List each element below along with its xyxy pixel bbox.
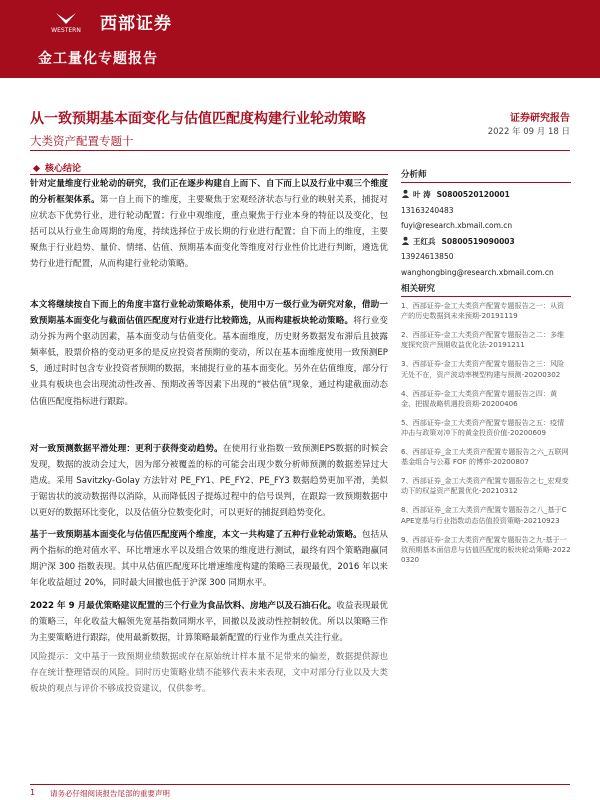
paragraph-text: 第一自上而下的维度，主要聚焦于宏观经济状态与行业的映射关系，捕捉对应状态下优势行业，进行轮动配置；行业中观维度，重点聚焦于行业本身的特征以及变化，包括可以从行业生命周期的角度，持续选择位于成长期的行业进行配置；自下而上的维度，主要聚焦于行业趋势、量价、情绪、估值、预期基本面变化等维度对行业性价比进行判断，遴选优势行业进行配置，从而构建行业轮动策略。 [30, 195, 388, 270]
paragraph-text: 将行业变动分拆为两个驱动因素，基本面变动与估值变化。基本面维度，历史财务数据发布滞后且披露频率低，股票价格的变动更多的是反应投资者预期的变动，所以在基本面维度使用一致预测EPS，通过时时包含专业投资者预期的数据，来捕捉行业的基本面变化。另外在估值维度，部分行业具有板块也会出现流动性改善、预期改善等因素下出现的“被估值”现象，通过构建截面动态估值匹配度指标进行跟踪。 [30, 316, 388, 407]
analyst-card [401, 187, 571, 234]
related-list [401, 301, 571, 565]
related-item[interactable]: 3、西部证券-金工大类资产配置专题报告之三：风险无处不在，资产波动率模型构建与预测-20200302 [401, 359, 565, 379]
footer-divider [30, 784, 570, 785]
paragraph-lead: 本文将继续按自下而上的角度丰富行业轮动策略体系，使用中万一级行业为研究对象，借助一致预期基本面变化与截面估值匹配度对行业进行比较筛选，从而构建板块轮动策略。 [30, 300, 388, 327]
summary-paragraph [30, 176, 388, 273]
sidebar [401, 168, 571, 574]
diamond-bullet-icon [33, 165, 40, 172]
title-divider [30, 150, 570, 151]
paragraph-text: 包括从两个指标的绝对值水平、环比增速水平以及组合效果的维度进行测试，最终有四个策略跑赢同期沪深 300 指数表现。其中从估值匹配度环比增速维度构建的策略三表现最优，2016 年以来年化收益超过 20%，同时最大回撤也低于沪深 300 同期水平。 [30, 530, 388, 589]
related-heading: 相关研究 [401, 284, 436, 294]
paragraph-lead: 基于一致预期基本面变化与估值匹配度两个维度，本文一共构建了五种行业轮动策略。 [30, 530, 362, 540]
analyst-license: S0800519090003 [441, 236, 515, 246]
western-logo [38, 12, 94, 34]
sidebar-divider [401, 182, 571, 183]
report-type: 证券研究报告 [510, 113, 570, 124]
person-icon [401, 236, 410, 245]
analyst-name: 王红兵 [413, 236, 436, 246]
paragraph-text: 在使用行业指数一致预测EPS数据的时候会发现，数据的波动会过大，因为部分被覆盖的标的可能会出现少数分析师预测的数据差异过大造成。采用 Savitzky-Golay 方法针对 PE_FY1、PE_FY2、PE_FY3 数据趋势更加平滑，美似于锯齿状的波动数据得以消除，从而降低因子提炼过程中的信号误判，在跟踪一致预期数据中以更好的数据环比变化，以及估值分位数变化时，可以更好的捕捉到趋势变化。 [30, 444, 388, 519]
logo-text: WESTERN [51, 27, 81, 34]
summary-divider [30, 174, 388, 175]
analyst-license: S0800520120001 [436, 190, 510, 199]
summary-paragraph [30, 297, 388, 410]
paragraph-lead: 2022 年 9 月最优策略建议配置的三个行业为食品饮料、房地产以及石油石化。 [30, 601, 337, 611]
related-item[interactable]: 5、西部证券-金工大类资产配置专题报告之五：疫情冲击与政策对冲下的黄金投资价值-20200609 [401, 417, 565, 438]
paragraph-lead: 针对定量维度行业轮动的研究，我们正在逐步构建自上而下、自下而上以及行业中观三个维度的分析框架体系。 [30, 179, 388, 206]
related-item[interactable]: 4、西部证券-金工大类资产配置专题报告之四：黄金、把握战略机遇投资期-20200406 [401, 388, 558, 408]
brand-name: 西部证券 [100, 14, 172, 34]
paragraph-lead: 对一致预测数据平滑处理：更利于获得变动趋势。 [30, 444, 223, 454]
report-series: 大类资产配置专题十 [30, 134, 134, 148]
related-item[interactable]: 6、西部证券_金工大类资产配置专题报告之六_五联网基金组合与公募 FOF 的博弈-20200807 [401, 446, 569, 467]
summary-heading-text: 核心结论 [45, 164, 82, 174]
summary-paragraph [30, 527, 388, 591]
paragraph-text: 收益表现最优的策略三，年化收益大幅领先宽基指数同期水平，回撤以及波动性控制较优。所以以策略三作为主要策略进行跟踪，使用最新数据，计算策略最新配置的行业作为重点关注行业。 [30, 601, 388, 644]
summary-paragraph [30, 441, 388, 521]
footer-disclaimer: 请务必仔细阅读报告尾部的重要声明 [50, 789, 170, 798]
report-date: 2022 年 09 月 18 日 [487, 127, 570, 137]
report-title: 从一致预期基本面变化与估值匹配度构建行业轮动策略 [30, 111, 366, 127]
summary-paragraph [30, 598, 388, 646]
page-number: 1 [30, 788, 36, 797]
related-item[interactable]: 9、西部证券-金工大类资产配置专题报告之九-基于一致预期基本面信息与估值匹配度的板块轮动策略-20220320 [401, 534, 571, 565]
analysts-heading: 分析师 [401, 170, 427, 180]
report-category: 金工量化专题报告 [38, 51, 158, 67]
summary-heading [34, 161, 81, 174]
analyst-email[interactable]: fuyi@research.xbmail.com.cn [401, 221, 513, 230]
analyst-phone: 13924613850 [401, 252, 454, 261]
related-item[interactable]: 2、西部证券-金工大类资产配置专题报告之二：多维度探究资产预期收益优化法-20191211 [401, 330, 565, 350]
analyst-card [401, 234, 571, 281]
person-icon [401, 189, 410, 198]
sidebar-divider [401, 296, 571, 297]
analyst-phone: 13163240483 [401, 205, 454, 215]
risk-warning: 风险提示：文中基于一致预期业绩数据或存在原始统计样本量不足带来的偏差，数据提供源也存在统计整理错误的风险。同时历史策略业绩不能够代表未来表现，文中对部分行业以及大类板块的观点与评价不够成投资建议，仅供参考。 [30, 652, 388, 695]
related-item[interactable]: 1、西部证券-金工大类资产配置专题报告之一：从资产的历史数据到未来预期-20191119 [401, 301, 565, 321]
related-item[interactable]: 7、西部证券_金工大类资产配置专题报告之七_宏观变动下的权益资产配置优化-20210312 [401, 476, 569, 496]
report-header [0, 0, 600, 78]
analyst-email[interactable]: wanghongbing@research.xbmail.com.cn [401, 267, 554, 277]
related-item[interactable]: 8、西部证券_金工大类资产配置专题报告之八_基于CAPE宽基与行业指数动态估值投资策略-20210923 [401, 505, 567, 525]
analyst-name: 叶 涛 [413, 190, 431, 199]
